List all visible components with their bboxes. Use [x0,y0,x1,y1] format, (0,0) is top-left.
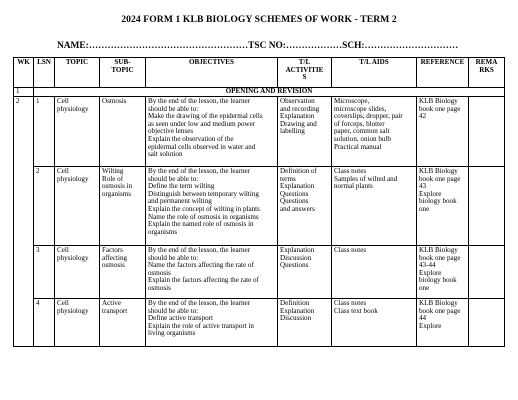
teacher-details-line: NAME:……………………………………………TSC NO:………………SCH:………………………… [57,41,459,51]
cell-line: Name the factors affecting the rate of [148,261,254,270]
cell-line: Explain the concept of wilting in plants [148,204,260,213]
cell-line: physiology [57,253,89,262]
week-1-cell: 1 [14,88,34,97]
cell-line: Explanation [280,306,315,315]
cell-line: biology book [419,197,457,206]
cell-line: book one page [419,253,461,262]
cell-line: should be able to: [148,104,199,113]
header-topic: TOPIC [55,58,100,88]
cell-line: solution, onion bulb [334,134,391,143]
header-remarks: REMA RKS [469,58,505,88]
cell-line: physiology [57,174,89,183]
header-lsn: LSN [34,58,55,88]
activities-cell [278,299,332,347]
week-2-cell: 2 [14,97,34,347]
cell-line: biology book [419,276,457,285]
cell-line: one [419,283,430,292]
lesson-cell: 4 [34,299,55,347]
cell-line: as seen under low and medium power [148,119,256,128]
aids-cell [332,246,417,299]
remarks-cell [469,246,505,299]
cell-line: Explanation [280,182,315,191]
cell-line: 42 [419,112,427,121]
cell-line: affecting [102,253,128,262]
cell-line: osmosis [148,283,171,292]
lesson-cell: 2 [34,167,55,246]
cell-line: Wilting [102,167,124,175]
cell-line: physiology [57,104,89,113]
cell-line: KLB Biology [419,97,458,105]
cell-line: Distinguish between temporary wilting [148,189,259,198]
scheme-of-work-table [13,57,505,347]
cell-line: and permanent wilting [148,197,212,206]
cell-line: Explain the role of active transport in [148,321,254,330]
activities-cell [278,97,332,167]
topic-cell [55,167,100,246]
cell-line: 43-44 [419,261,436,270]
cell-line: Samples of wilted and [334,174,398,183]
cell-line: Role of [102,174,124,183]
cell-line: Definition [280,299,310,307]
reference-cell [417,299,469,347]
cell-line: Questions [280,261,309,270]
week-1-row [14,88,505,97]
cell-line: Class notes [334,167,367,175]
header-reference: REFERENCE [417,58,469,88]
aids-cell [332,97,417,167]
cell-line: Define the term wilting [148,182,215,191]
document-title: 2024 FORM 1 KLB BIOLOGY SCHEMES OF WORK - TERM 2 [121,14,397,25]
cell-line: 43 [419,182,427,191]
topic-cell [55,299,100,347]
opening-revision-cell: OPENING AND REVISION [34,88,505,97]
cell-line: KLB Biology [419,246,458,254]
cell-line: book one page [419,174,461,183]
cell-line: osmosis [102,261,125,270]
header-subtopic: SUB- TOPIC [100,58,146,88]
cell-line: Discussion [280,253,312,262]
cell-line: should be able to: [148,174,199,183]
cell-line: epidermal cells observed in water and [148,142,256,151]
table-row [14,299,505,347]
cell-line: Class notes [334,246,367,254]
remarks-cell [469,97,505,167]
cell-line: Name the role of osmosis in organisms [148,212,259,221]
cell-line: Discussion [280,314,312,323]
cell-line: Questions [280,197,309,206]
aids-cell [332,299,417,347]
topic-cell [55,97,100,167]
cell-line: By the end of the lesson, the learner [148,246,251,254]
cell-line: Explain the named role of osmosis in [148,220,254,229]
cell-line: Microscope, [334,97,370,105]
cell-line: physiology [57,306,89,315]
cell-line: living organisms [148,329,196,338]
reference-cell [417,167,469,246]
cell-line: and recording [280,104,320,113]
header-aids: T/L AIDS [332,58,417,88]
cell-line: microscope slides, [334,104,387,113]
cell-line: Observation [280,97,315,105]
cell-line: Active [102,299,121,307]
subtopic-cell [100,167,146,246]
cell-line: Questions [280,189,309,198]
cell-line: KLB Biology [419,299,458,307]
cell-line: organisms [148,227,178,236]
cell-line: Explanation [280,246,315,254]
cell-line: osmosis [148,268,171,277]
table-row [14,246,505,299]
activities-cell [278,167,332,246]
remarks-cell [469,299,505,347]
header-row [14,58,505,88]
cell-line: Cell [57,246,69,254]
cell-line: one [419,204,430,213]
cell-line: Cell [57,167,69,175]
cell-line: normal plants [334,182,373,191]
cell-line: Explain the observation of the [148,134,234,143]
remarks-cell [469,167,505,246]
cell-line: coverslips, dropper, pair [334,112,403,121]
objectives-cell [146,299,278,347]
cell-line: of forceps, blotter [334,119,385,128]
activities-cell [278,246,332,299]
table-row [14,167,505,246]
cell-line: Osmosis [102,97,127,105]
cell-line: Explore [419,268,442,277]
cell-line: should be able to: [148,253,199,262]
cell-line: and answers [280,204,315,213]
cell-line: 44 [419,314,427,323]
cell-line: labelling [280,127,305,136]
cell-line: Explanation [280,112,315,121]
cell-line: book one page [419,104,461,113]
cell-line: book one page [419,306,461,315]
table-row [14,97,505,167]
reference-cell [417,246,469,299]
subtopic-cell [100,97,146,167]
cell-line: Explore [419,321,442,330]
lesson-cell: 3 [34,246,55,299]
cell-line: salt solution [148,150,183,159]
cell-line: By the end of the lesson, the learner [148,299,251,307]
cell-line: organisms [102,189,132,198]
cell-line: Class text book [334,306,378,315]
topic-cell [55,246,100,299]
cell-line: KLB Biology [419,167,458,175]
objectives-cell [146,97,278,167]
reference-cell [417,97,469,167]
cell-line: By the end of the lesson, the learner [148,167,251,175]
cell-line: Explore [419,189,442,198]
cell-line: osmosis in [102,182,133,191]
cell-line: Drawing and [280,119,317,128]
cell-line: transport [102,306,128,315]
cell-line: terms [280,174,296,183]
aids-cell [332,167,417,246]
cell-line: paper, common salt [334,127,390,136]
subtopic-cell [100,246,146,299]
lesson-cell: 1 [34,97,55,167]
cell-line: Make the drawing of the epidermal cells [148,112,263,121]
cell-line: Cell [57,97,69,105]
cell-line: Factors [102,246,123,254]
cell-line: Explain the factors affecting the rate of [148,276,259,285]
objectives-cell [146,167,278,246]
cell-line: Cell [57,299,69,307]
header-wk: WK [14,58,34,88]
cell-line: Practical manual [334,142,382,151]
cell-line: objective lenses [148,127,194,136]
objectives-cell [146,246,278,299]
cell-line: Define active transport [148,314,213,323]
cell-line: should be able to: [148,306,199,315]
header-objectives: OBJECTIVES [146,58,278,88]
cell-line: By the end of the lesson, the learner [148,97,251,105]
cell-line: Definition of [280,167,317,175]
cell-line: Class notes [334,299,367,307]
subtopic-cell [100,299,146,347]
header-activities: T/L ACTIVITIE S [278,58,332,88]
